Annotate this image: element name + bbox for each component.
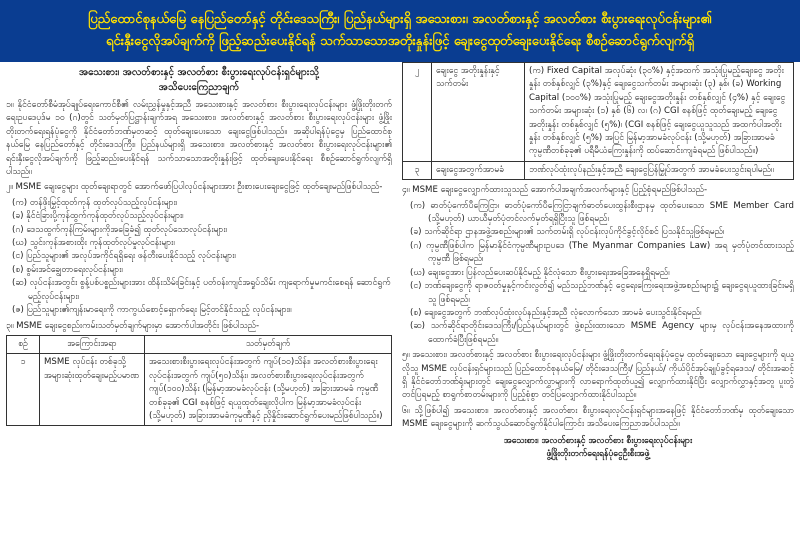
table-header-detail: သတ်မှတ်ချက် [145, 335, 392, 353]
paragraph-1: ၁။ နိုင်ငံတော်စီမံအုပ်ချုပ်ရေးကောင်စီ၏ လမ်းညွှန်မှုနှင့်အညီ အသေးစားနှင့် အလတ်စား စီးပွားရေးလုပ်ငန်းများ ဖွံ့ဖြိုးတိုးတက်ရေးဥပဒေပုဒ်မ ၁၀ (ဂ)တွင် သတ်မှတ်ပြဋ္ဌာန်းချက်အရ အသေးစား၊ အလတ်စားနှင့် အလတ်စား စီးပွားရေးလုပ်ငန်းများ ဖွံ့ဖြိုးတိုးတက်ရေးရန်ပုံငွေကို နိုင်ငံတော်ဘဏ်မှတဆင့် ထုတ်ချေးပေးသော ချေးငွေဖြစ်ပါသည်။ အဆိုပါရန်ပုံငွေမှ ပြည်ထောင်စုနယ်မြေ နေပြည်တော်နှင့် တိုင်းဒေသကြီး၊ ပြည်နယ်များရှိ အသေးစား၊ အလတ်စားနှင့် အလတ်စား စီးပွားရေးလုပ်ငန်းများ၏ ရင်းနှီးငွေလိုအပ်ချက်ကို ဖြည့်ဆည်းပေးနိုင်ရန် သက်သာသောအတိုးနှုန်းဖြင့် ထုတ်ချေးပေးနိုင်ရေး စီစဉ်ဆောင်ရွက်လျက်ရှိပါသည်။ [6, 100, 392, 178]
list-item: (င) ပြည်သူများ၏ အလုပ်အကိုင်ရရှိရေး ဖန်တီးပေးနိုင်သည့် လုပ်ငန်းများ၊ [12, 251, 236, 262]
paragraph-5: ၅။ အသေးစား၊ အလတ်စားနှင့် အလတ်စား စီးပွားရေးလုပ်ငန်းများ ဖွံ့ဖြိုးတိုးတက်ရေးရန်ပုံငွေမှ ထုတ်ချေးသော ချေးငွေများကို ရယူလိုသူ MSME လုပ်ငန်းရှင်များသည် ပြည်ထောင်စုနယ်မြေ/ တိုင်းဒေသကြီး/ ပြည်နယ်/ ကိုယ်ပိုင်အုပ်ချုပ်ခွင့်ရဒေသ/ တိုင်းအဆင့်ရှိ နိုင်ငံတော်ဘဏ်ရုံးများတွင် ချေးငွေလျှောက်လွှာများကို လာရောက်ထုတ်ယူ၍ လျှောက်ထားနိုင်ပြီး လျှောက်လွှာနှင့်အတူ ပူးတွဲတင်ပြရမည့် စာရွက်စာတမ်းများကို ပြည့်စုံစွာ တင်ပြလျှောက်ထားနိုင်ပါသည်။ [402, 350, 794, 401]
signature-line2: ဖွံ့ဖြိုးတိုးတက်ရေးရန်ပုံငွေဦးစီးအဖွဲ့ [546, 448, 650, 459]
table-header-row [7, 335, 392, 353]
banner-header [0, 0, 800, 62]
terms-table-continued [402, 62, 794, 180]
announcement-subtitle: အသိပေးကြေညာချက် [158, 82, 240, 93]
table-cell-topic: ချေးငွေအတွက်အာမခံ [432, 161, 525, 179]
table-cell-detail: ဘဏ်လုပ်ထုံးလုပ်နည်းနှင့်အညီ ချေးငွေပြန်မြှုပ်အတွက် အာမခံပေးသွင်းရပါမည်။ [525, 161, 794, 179]
table-cell-topic: ချေးငွေ အတိုးနှုန်းနှင့် သက်တမ်း [432, 63, 525, 162]
list-item: (ခ) နိုင်ငံခြားပို့ကုန်ထွက်ကုန်ထုတ်လုပ်သည့်လုပ်ငန်းများ၊ [12, 211, 184, 222]
list-item: (င) ဘဏ်ချေးငွေကို ရာဇဝတ်မှုနှင့်ကင်းလွတ်၍ မည်သည့်ဘဏ်နှင့် ငွေရေးကြေးရေးအဖွဲ့အစည်းများ၌ ချေးငွေရယူထားခြင်းမရှိသူ ဖြစ်ရမည်၊ [410, 281, 794, 305]
list-item: (ဂ) ကုမ္ပဏီဖြစ်ပါက မြန်မာနိုင်ငံကုမ္ပဏီများဥပဒေ (The Myanmar Companies Law) အရ မှတ်ပုံတင်ထားသည့်ကုမ္ပဏီ ဖြစ်ရမည်၊ [410, 240, 794, 265]
table-row [7, 354, 392, 426]
list-item: (ဇ) ပြည်သူများ၏ကျန်းမာရေးကို ကာကွယ်စောင့်ရှောက်ရေး မြင့်တင်နိုင်သည့် လုပ်ငန်းများ။ [12, 305, 292, 316]
table-header-topic: အကြောင်းအရာ [40, 335, 145, 353]
list-item: (ဆ) လုပ်ငန်းအတွင်း စွန့်ပစ်ပစ္စည်းများအား ထိန်းသိမ်းခြင်းနှင့် ပတ်ဝန်းကျင်အရှုပ်သိမ်း ကျရောက်မှုမကင်းစေရန် ဆောင်ရွက်မည့်လုပ်ငန်းများ၊ [12, 278, 391, 302]
paragraph-2: ၂။ MSME ချေးငွေများ ထုတ်ချေးရာတွင် အောက်ဖော်ပြပါလုပ်ငန်းများအား ဦးစားပေးချေးငွေဖြင့် ထုတ်ချေးမည်ဖြစ်ပါသည်- [6, 182, 383, 193]
terms-table [6, 335, 392, 426]
list-item: (ခ) သက်ဆိုင်ရာ ဌာနအဖွဲ့အစည်းများ၏ သက်တမ်းရှိ လုပ်ငန်းလုပ်ကိုင်ခွင့်လိုင်စင် ပြသနိုင်သူဖြစ်ရမည်၊ [410, 227, 725, 238]
left-column [6, 62, 392, 426]
priority-list [6, 197, 392, 318]
paragraph-4: ၄။ MSME ချေးငွေလျှောက်ထားသူသည် အောက်ပါအချက်အလက်များနှင့် ပြည့်စုံရမည်ဖြစ်ပါသည်- [402, 185, 708, 196]
right-column [402, 62, 794, 461]
paragraph-3: ၃။ MSME ချေးငွေစည်းကမ်းသတ်မှတ်ချက်များမှာ အောက်ပါအတိုင်း ဖြစ်ပါသည်- [6, 320, 260, 331]
table-header-no: စဉ် [7, 335, 40, 353]
table-row [403, 63, 794, 162]
paragraph-6: ၆။ သို့ဖြစ်ပါ၍ အသေးစား၊ အလတ်စားနှင့် အလတ်စား စီးပွားရေးလုပ်ငန်းရှင်များအနေဖြင့် နိုင်ငံတော်ဘဏ်မှ ထုတ်ချေးသော MSME ချေးငွေများကို ဆက်သွယ်ဆောင်ရွက်နိုင်ပါကြောင်း အသိပေးကြေညာအပ်ပါသည်။ [402, 405, 794, 430]
table-cell-no: ၃ [403, 161, 432, 179]
eligibility-list [402, 200, 794, 347]
signature-line1: အသေးစား၊ အလတ်စားနှင့် အလတ်စား စီးပွားရေးလုပ်ငန်းများ [503, 435, 693, 446]
table-cell-detail: (က) Fixed Capital အလုပ်ဆုံး (၃၀%) နှင့်အထက် အသုံးပြုမည့်ချေးငွေ အတိုးနှုန်း တစ်နှစ်လျှင် (၃%)နှင့် ချေးငွေသက်တမ်း အများဆုံး (၃) နှစ်၊ (ခ) Working Capital (၁၀၀%) အသုံးပြုမည့် ချေးငွေအတိုးနှုန်း တစ်နှစ်လျှင် (၄%) နှင့် ချေးငွေသက်တမ်း အများဆုံး (၁) နှစ် (၆) လ၊ (ဂ) CGI စနစ်ဖြင့် ထုတ်ချေးမည့် ချေးငွေအတိုးနှုန်း တစ်နှစ်လျှင် (၅%)၊ (CGI စနစ်ဖြင့် ချေးငွေယူသူသည် အထက်ပါအတိုးနှုန်း တစ်နှစ်လျှင် (၅%) အပြင် မြန်မာ့အာမခံလုပ်ငန်း (သို့မဟုတ်) အခြားအာမခံကုမ္ပဏီတစ်ခုခု၏ ပရီမီယံကြေးနှုန်းကို ထပ်ဆောင်းကျခံရမည် ဖြစ်ပါသည်။) [525, 63, 794, 162]
list-item: (က) ဓာတ်ပုံကော်ပီကြေငြာ၊ ဓာတ်ပုံကော်ပီကြေငြာချက်ဓာတ်ပေးထွန်းစီးဌာနမှ ထုတ်ပေးသော SME Member Card (သို့မဟုတ်) ယာယီမှတ်ပုံတင်လက်မှတ်ရရှိပြီးသူ ဖြစ်ရမည်၊ [410, 200, 794, 225]
table-cell-topic: MSME လုပ်ငန်း တစ်ခုသို့ အများဆုံးထုတ်ချေးမည့်ပမာဏ [40, 354, 145, 426]
list-item: (စ) စွမ်းအင်ချွေတာရေးလုပ်ငန်းများ၊ [12, 264, 123, 275]
list-item: (ဃ) သွင်းကုန်အစားထိုး ကုန်ထုတ်လုပ်မှုလုပ်ငန်းများ၊ [12, 238, 175, 249]
announcement-title: အသေးစား၊ အလတ်စားနှင့် အလတ်စား စီးပွားရေးလုပ်ငန်းရှင်များသို့ [78, 67, 320, 78]
table-cell-detail: အသေးစားစီးပွားရေးလုပ်ငန်းအတွက် ကျပ်(၁၀)သိန်း၊ အလတ်စားစီးပွားရေးလုပ်ငန်းအတွက် ကျပ်(၅၀)သိန်း၊ အလတ်စားစီးပွားရေးလုပ်ငန်းအတွက် ကျပ်(၁၀၀)သိန်း (မြန်မာ့အာမခံလုပ်ငန်း (သို့မဟုတ်) အခြားအာမခံ ကုမ္ပဏီတစ်ခုခု၏ CGI စနစ်ဖြင့် ရယူထုတ်ချေးလိုပါက မြန်မာ့အာမခံလုပ်ငန်း (သို့မဟုတ်) အခြားအာမခံကုမ္ပဏီနှင့် ညှိနှိုင်းဆောင်ရွက်ပေးမည်ဖြစ်ပါသည်။) [145, 354, 392, 426]
banner-title-line1: ပြည်ထောင်စုနယ်မြေ နေပြည်တော်နှင့် တိုင်းဒေသကြီး၊ ပြည်နယ်များရှိ အသေးစား၊ အလတ်စားနှင့် အလတ်စား စီးပွားရေးလုပ်ငန်းများ၏ [88, 12, 712, 27]
list-item: (ဂ) ဒေသထွက်ကုန်ကြမ်းများကိုအခြေခံ၍ ထုတ်လုပ်သောလုပ်ငန်းများ၊ [12, 224, 227, 235]
table-cell-no: ၁ [7, 354, 40, 426]
table-cell-no: ၂ [403, 63, 432, 162]
list-item: (က) တန်ဖိုးမြှင့်ထုတ်ကုန် ထုတ်လုပ်သည့်လုပ်ငန်းများ၊ [12, 197, 178, 208]
list-item: (ဆ) သက်ဆိုင်ရာတိုင်းဒေသကြီး/ပြည်နယ်များတွင် ဖွဲ့စည်းထားသော MSME Agency များမှ လုပ်ငန်းအနေအထားကို ထောက်ခံပြီးဖြစ်ရမည်။ [410, 321, 794, 345]
list-item: (ဃ) ချေးငွေအား ပြန်လည်ပေးဆပ်နိုင်မည့် နိုင်လုံသော စီးပွားရေးအခြေအနေရှိရမည်၊ [410, 267, 670, 278]
list-item: (စ) ချေးငွေအတွက် ဘဏ်လုပ်ထုံးလုပ်နည်းနှင့်အညီ လုံလောက်သော အာမခံ ပေးသွင်းနိုင်ရမည်၊ [410, 307, 702, 318]
table-row [403, 161, 794, 179]
banner-title-line2: ရင်းနှီးငွေလိုအပ်ချက်ကို ဖြည့်ဆည်းပေးနိုင်ရန် သက်သာသောအတိုးနှုန်းဖြင့် ချေးငွေထုတ်ချေးပေးနိုင်ရေး စီစဉ်ဆောင်ရွက်လျက်ရှိ [106, 34, 694, 49]
